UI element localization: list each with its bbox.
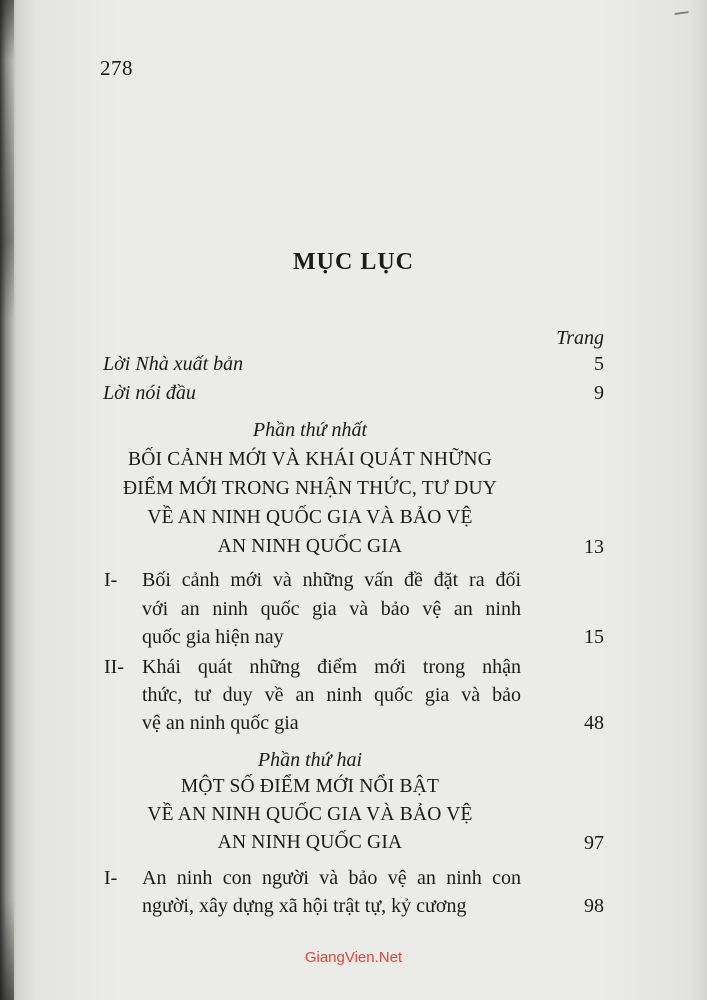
section-page: 98 [584,895,604,917]
page-column-header: Trang [556,327,604,349]
toc-entry-page: 5 [594,353,604,375]
part-title-line: AN NINH QUỐC GIA [217,536,403,557]
section-number: I- [104,569,118,591]
scan-mark [675,11,690,21]
section-page: 15 [584,626,604,648]
section-title-line: vệ an ninh quốc gia [142,712,299,734]
page-number: 278 [100,56,133,80]
section-page: 48 [584,712,604,734]
section-title-line: quốc gia hiện nay [142,626,284,648]
toc-entry-foreword: Lời nói đầu [103,382,196,404]
watermark: GiangVien.Net [304,949,403,966]
part-title-line: ĐIỂM MỚI TRONG NHẬN THỨC, TƯ DUY [122,478,498,499]
part-title-line: VỀ AN NINH QUỐC GIA VÀ BẢO VỆ [147,804,473,825]
section-number: I- [104,867,118,889]
toc-entry-page: 9 [594,382,604,404]
part-label: Phần thứ nhất [252,419,368,441]
section-title-line: thức, tư duy về an ninh quốc gia và bảo [142,684,521,706]
section-title-line: người, xây dựng xã hội trật tự, kỷ cương [142,895,467,917]
part-title-line: BỐI CẢNH MỚI VÀ KHÁI QUÁT NHỮNG [127,449,493,470]
part-title-line: AN NINH QUỐC GIA [217,832,403,853]
page-title: MỤC LỤC [293,249,414,275]
part-label: Phần thứ hai [257,749,363,771]
section-number: II- [104,656,124,678]
section-title-line: An ninh con người và bảo vệ an ninh con [142,867,521,889]
section-title-line: Khái quát những điểm mới trong nhận [142,656,521,678]
section-title-line: Bối cảnh mới và những vấn đề đặt ra đối [142,569,521,591]
page-edge-shadow [0,0,14,1000]
part-page: 13 [584,536,604,558]
part-title-line: VỀ AN NINH QUỐC GIA VÀ BẢO VỆ [147,507,473,528]
section-title-line: với an ninh quốc gia và bảo vệ an ninh [142,598,521,620]
part-page: 97 [584,832,604,854]
toc-entry-publisher-note: Lời Nhà xuất bản [103,353,244,375]
part-title-line: MỘT SỐ ĐIỂM MỚI NỔI BẬT [180,776,440,797]
